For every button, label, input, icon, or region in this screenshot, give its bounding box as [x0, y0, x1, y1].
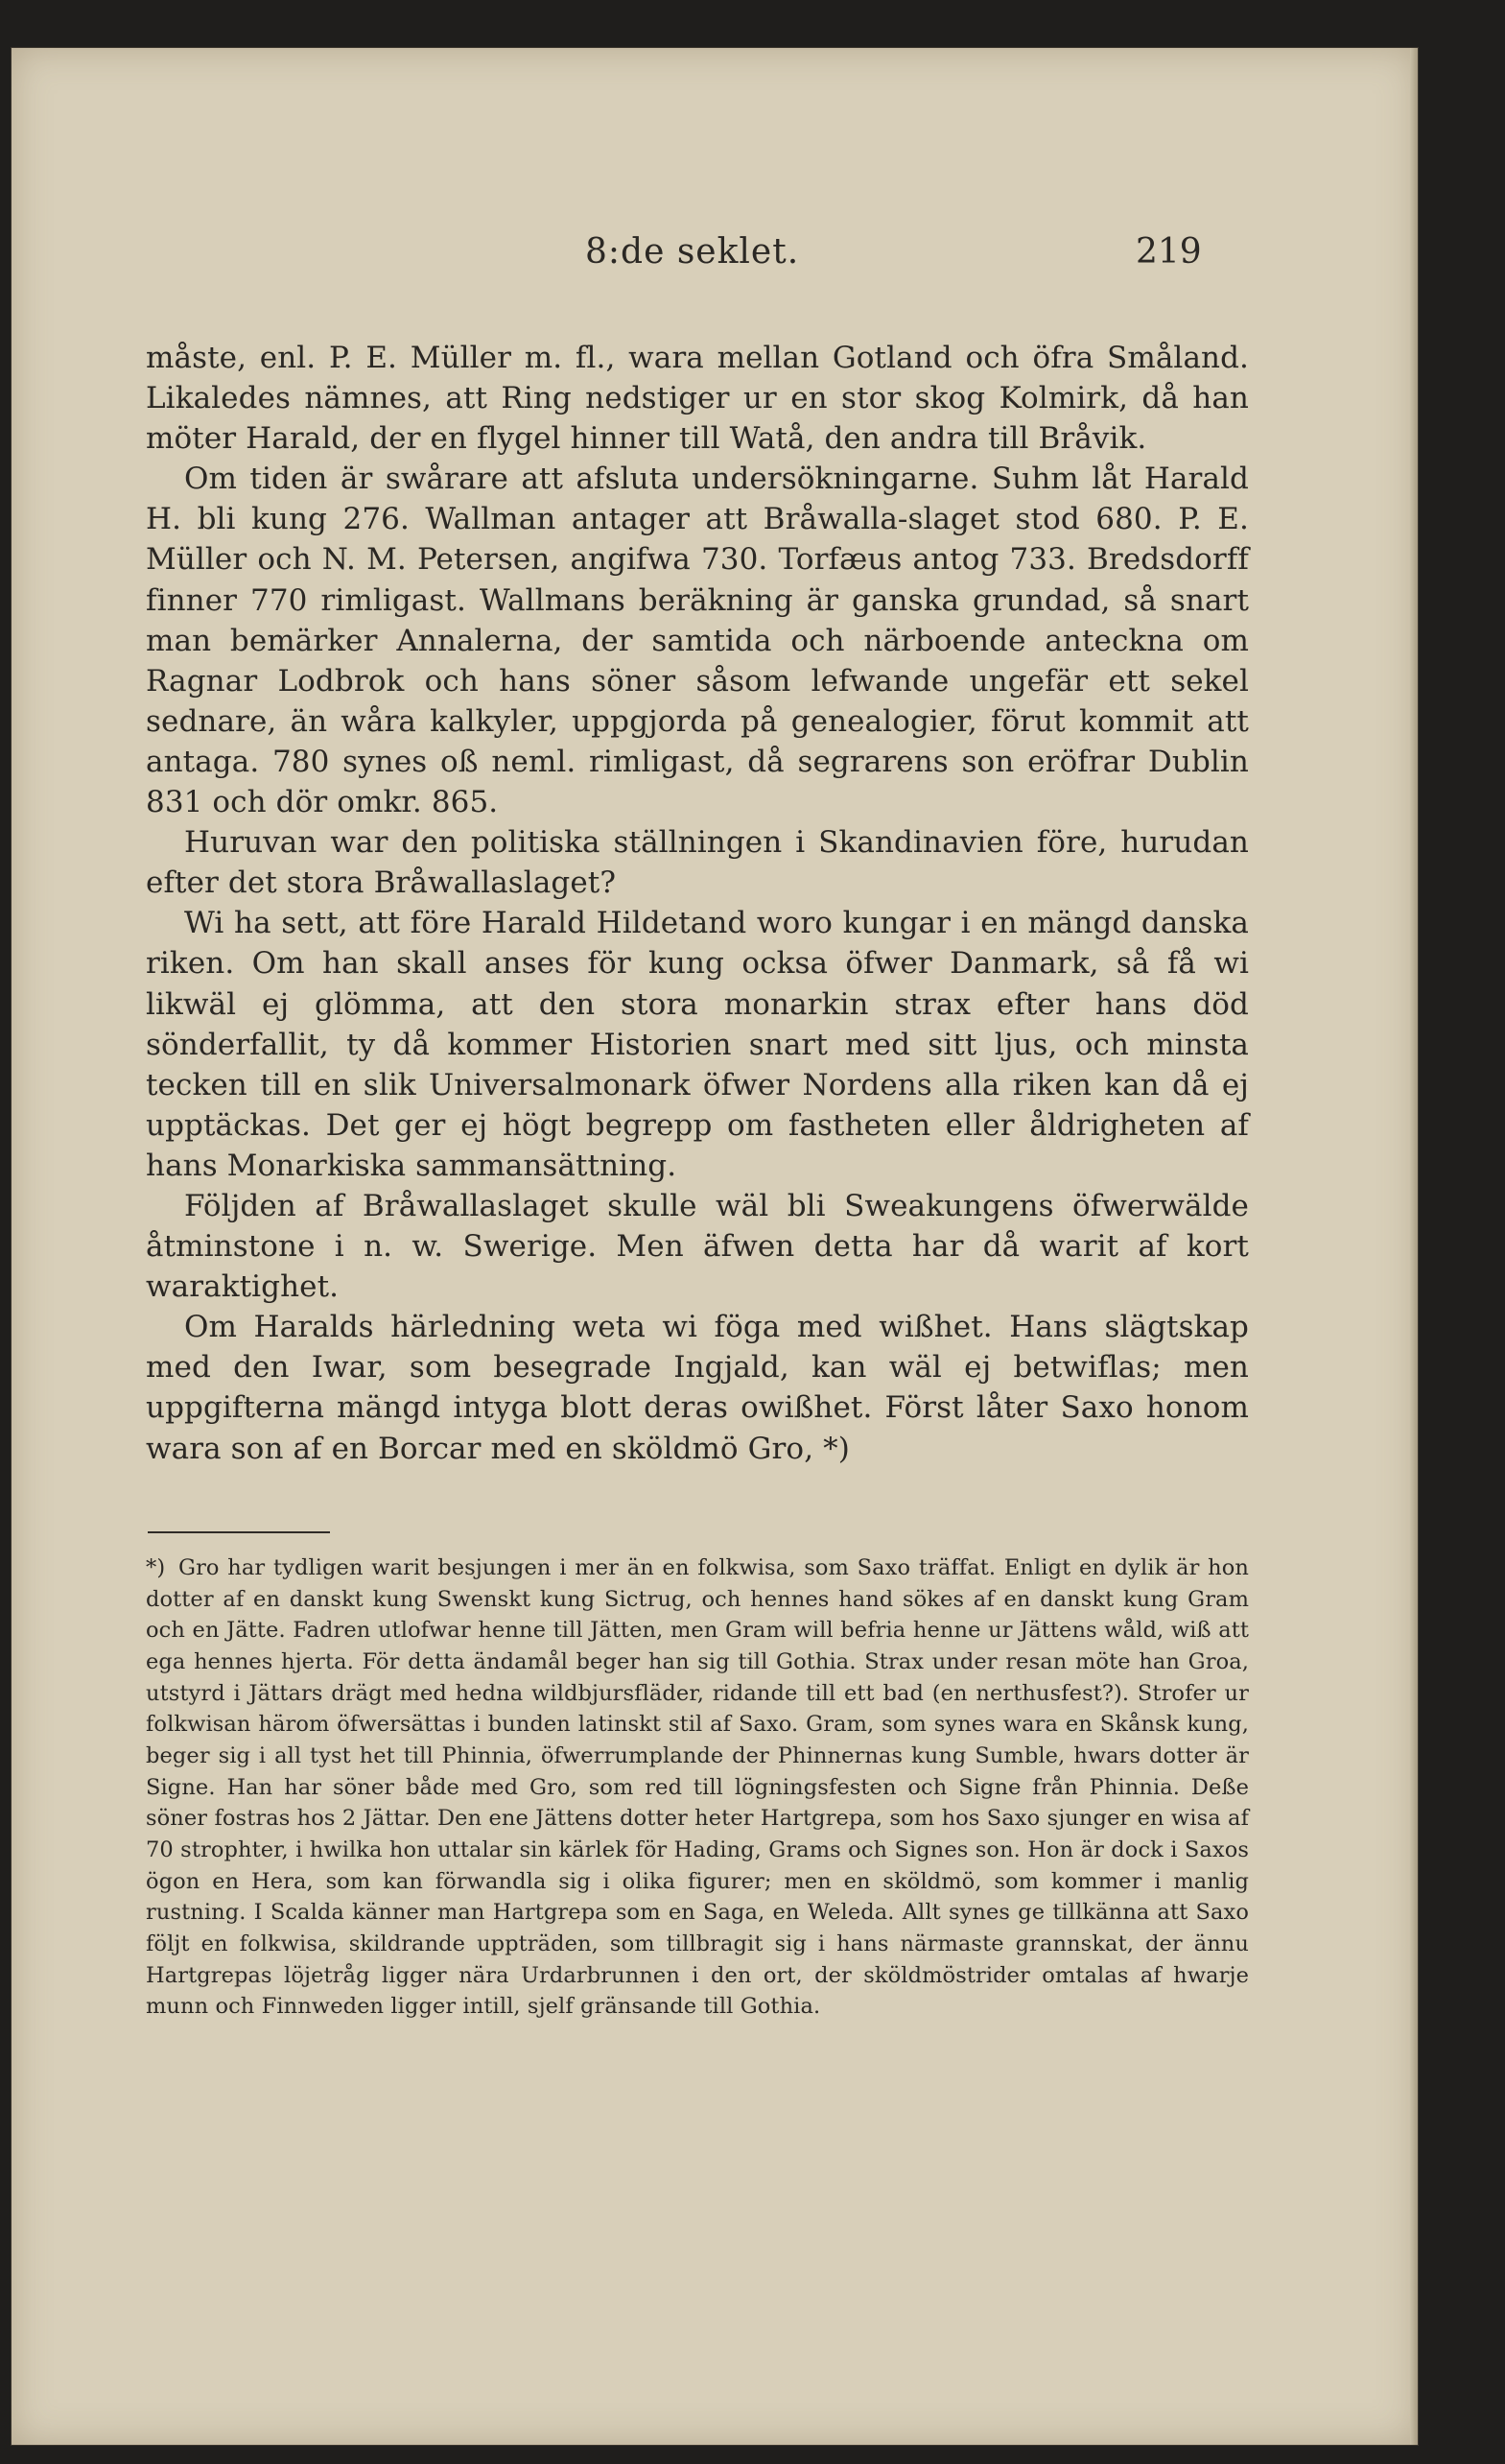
book-page — [12, 48, 1418, 2445]
footnote-marker: *) — [146, 1555, 166, 1580]
footnote — [146, 1552, 1249, 2023]
running-title: 8:de seklet. — [585, 232, 800, 272]
paragraph-6: Om Haralds härledning weta wi föga med wißhet. Hans slägtskap med den Iwar, som besegrade Ingjald, kan wäl ej betwiflas; men uppgifterna mängd intyga blott deras owißhet. Först låter Saxo honom wara son af en Borcar med en sköldmö Gro, *) — [146, 1310, 1249, 1466]
paragraph-4: Wi ha sett, att före Harald Hildetand woro kungar i en mängd danska riken. Om han skall anses för kung ocksa öfwer Danmark, så få wi likwäl ej glömma, att den stora monarkin strax efter hans död sönderfallit, ty då kommer Historien snart med sitt ljus, och minsta tecken till en slik Universalmonark öfwer Nordens alla riken kan då ej upptäckas. Det ger ej högt begrepp om fastheten eller åldrigheten af hans Monarkiska sammansättning. — [146, 906, 1249, 1183]
page-number: 219 — [1136, 232, 1202, 272]
footnote-rule — [148, 1531, 330, 1533]
paragraph-2: Om tiden är swårare att afsluta undersökningarne. Suhm låt Harald H. bli kung 276. Wallman antager att Bråwalla-slaget stod 680. P. E. Müller och N. M. Petersen, angifwa 730. Torfæus antog 733. Bredsdorff finner 770 rimligast. Wallmans beräkning är ganska grundad, så snart man bemärker Annalerna, der samtida och närboende antecknа om Ragnar Lodbrok och hans söner såsom lefwande ungefär ett sekel sednare, än wåra kalkyler, uppgjorda på genealogier, förut kommit att antaga. 780 synes oß neml. rimligast, då segrarens son eröfrar Dublin 831 och dör omkr. 865. — [146, 462, 1249, 820]
paragraph-5: Följden af Bråwallaslaget skulle wäl bli Sweakungens öfwerwälde åtminstone i n. w. Swerige. Men äfwen detta har då warit af kort waraktighet. — [146, 1188, 1249, 1305]
footnote-body: Gro har tydligen warit besjungen i mer än en folkwisa, som Saxo träffat. Enligt en dylik är hon dotter af en danskt kung Swenskt kung Sictrug, och hennes hand sökes af en danskt kung Gram och en Jätte. Fadren utlofwar henne till Jätten, men Gram will befria henne ur Jättens wåld, wiß att ega hennes hjerta. För detta ändamål beger han sig till Gothia. Strax under resan möte han Groa, utstyrd i Jättars drägt med hedna wildbjursfläder, ridande till ett bad (en nerthusfest?). Strofer ur folkwisan härom öfwersättas i bunden latinskt stil af Saxo. Gram, som synes wara en Skånsk kung, beger sig i all tyst het till Phinnia, öfwerrumplande der Phinnernas kung Sumble, hwars dotter är Signe. Han har söner både med Gro, som red till lögningsfesten och Signe från Phinnia. Deße söner fostras hos 2 Jättar. Den ene Jättens dotter heter Hartgrepa, som hos Saxo sjunger en wisa af 70 strophter, i hwilka hon uttalar sin kärlek för Hading, Grams och Signes son. Hon är dock i Saxos ögon en Hera, som kan förwandla sig i olika figurer; men en sköldmö, som kommer i manlig rustning. I Scalda känner man Hartgrepa som en Saga, en Weleda. Allt synes ge tillkänna att Saxo följt en folkwisa, skildrande uppträden, som tillbragit sig i hans närmaste grannskat, der ännu Hartgrepas löjetråg ligger nära Urdarbrunnen i den ort, der sköldmöstrider omtalas af hwarje munn och Finnweden ligger intill, sjelf gränsande till Gothia. — [146, 1555, 1249, 2020]
paragraph-3: Huruvan war den politiska ställningen i Skandinavien före, hurudan efter det stora Bråwallaslaget? — [146, 825, 1249, 901]
main-text — [146, 338, 1249, 1469]
running-head — [12, 232, 1418, 280]
page-edge — [1410, 48, 1418, 2445]
footnote-paragraph — [146, 1552, 1249, 2023]
paragraph-1: måste, enl. P. E. Müller m. fl., wara mellan Gotland och öfra Småland. Likaledes nämnes, att Ring nedstiger ur en stor skog Kolmirk, då han möter Harald, der en flygel hinner till Watå, den andra till Bråvik. — [146, 341, 1249, 457]
